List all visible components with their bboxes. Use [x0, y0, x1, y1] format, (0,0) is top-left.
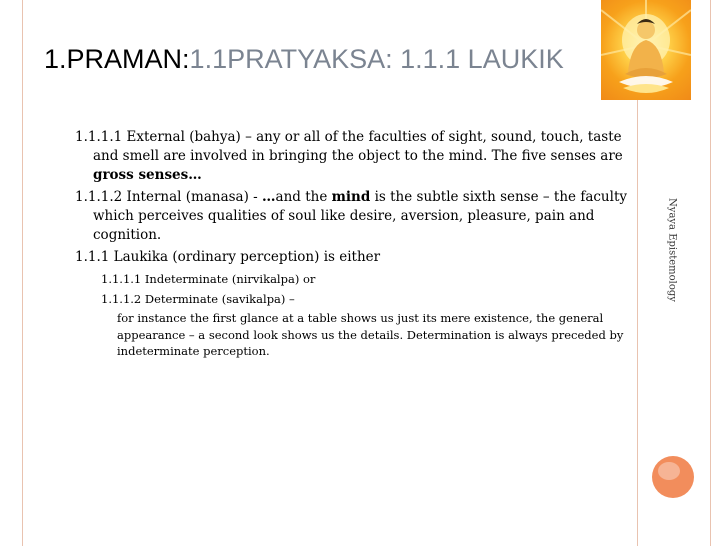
- decorative-circle: [652, 456, 694, 498]
- bold-phrase: gross senses…: [93, 167, 202, 183]
- bullet-text: is the subtle sixth sense – the faculty which perceives qualities of soul like desire, aversion, pleasure, pain and cognition.: [93, 189, 627, 243]
- bold-ellipsis: …: [262, 189, 276, 205]
- buddha-image: [601, 0, 691, 100]
- sub-bullet-determinate: 1.1.1.2 Determinate (savikalpa) –: [101, 292, 295, 306]
- bullet-list: [75, 128, 635, 360]
- left-border-rule: [22, 0, 23, 546]
- title-main: 1.PRAMAN:: [44, 44, 190, 74]
- bold-word: mind: [331, 189, 371, 205]
- bullet-text: and the: [275, 189, 332, 205]
- slide-title: [44, 42, 564, 76]
- side-label: Nyaya Epistemology: [666, 198, 678, 302]
- title-subheading: 1.1PRATYAKSA: 1.1.1 LAUKIK: [189, 44, 564, 74]
- bullet-laukika: 1.1.1 Laukika (ordinary perception) is either: [75, 249, 381, 265]
- bullet-external: [75, 128, 635, 185]
- buddha-head: [637, 21, 655, 39]
- sub-bullet-indeterminate: 1.1.1.1 Indeterminate (nirvikalpa) or: [101, 272, 316, 286]
- bullet-text: 1.1.1.1 External (bahya) – any or all of the faculties of sight, sound, touch, taste and smell are involved in bringing the object to the mind. The five senses are: [75, 129, 623, 164]
- right-border-rule: [710, 0, 711, 546]
- bullet-text: 1.1.1.2 Internal (manasa) -: [75, 189, 263, 205]
- bullet-internal: [75, 188, 635, 245]
- buddha-illustration: [601, 0, 691, 100]
- example-paragraph: for instance the first glance at a table shows us just its mere existence, the general appearance – a second look shows us the details. Determination is always preceded by indeterminate perception.: [117, 311, 624, 358]
